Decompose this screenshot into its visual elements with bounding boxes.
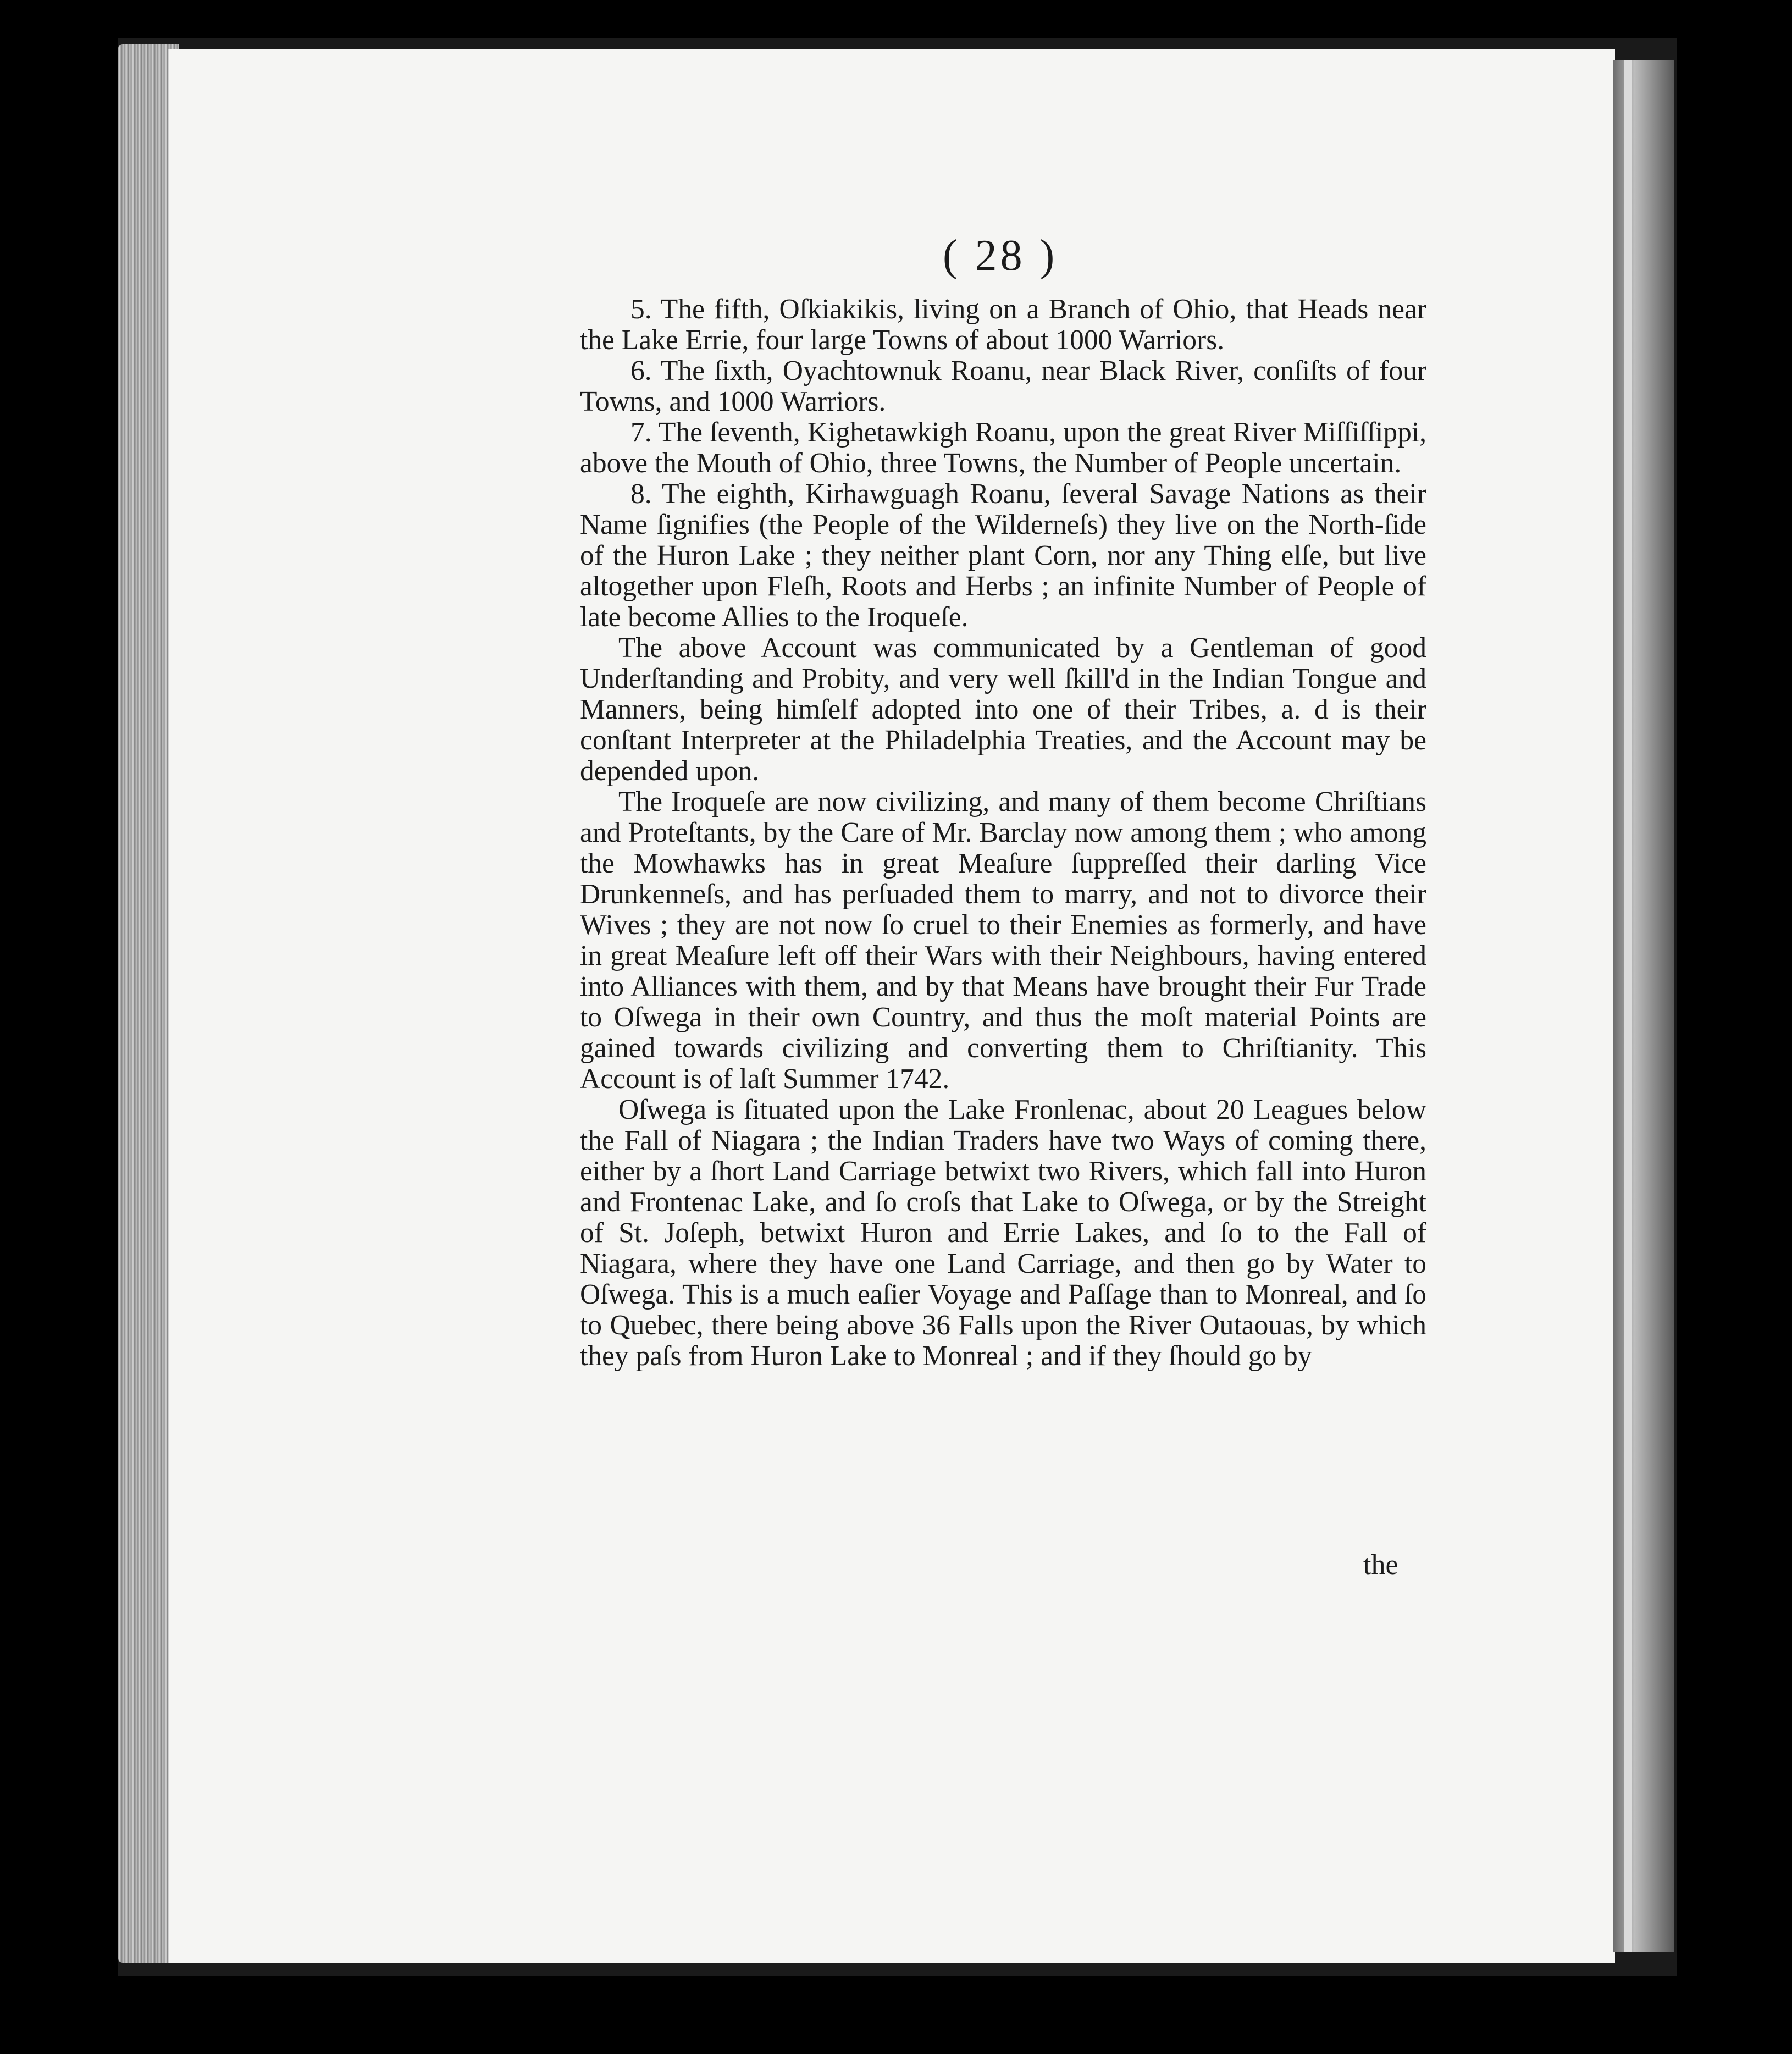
- paragraph: 8. The eighth, Kirhawguagh Roanu, ſeveral Savage Nations as their Name ſignifies (the People of the Wilderneſs) they live on the North-ſide of the Huron Lake ; they neither plant Corn, nor any Thing elſe, but live altogether upon Fleſh, Roots and Herbs ; an infinite Number of People of late become Allies to the Iroqueſe.: [580, 478, 1426, 633]
- catchword: the: [1363, 1549, 1398, 1581]
- page-gutter-right: [1613, 60, 1674, 1952]
- paragraph: 7. The ſeventh, Kighetawkigh Roanu, upon the great River Miſſiſſippi, above the Mouth of Ohio, three Towns, the Number of People uncertain.: [580, 417, 1426, 479]
- paragraph: The above Account was communicated by a Gentleman of good Underſtanding and Probity, and very well ſkill'd in the Indian Tongue and Manners, being himſelf adopted into one of their Tribes, a. d is their conſtant Interpreter at the Philadelphia Treaties, and the Account may be depended upon.: [580, 632, 1426, 787]
- body-text: [580, 294, 1426, 1372]
- page-number: ( 28 ): [943, 231, 1058, 280]
- paragraph: Oſwega is ſituated upon the Lake Fronlenac, about 20 Leagues below the Fall of Niagara ; the Indian Traders have two Ways of coming there, either by a ſhort Land Carriage betwixt two Rivers, which fall into Huron and Frontenac Lake, and ſo croſs that Lake to Oſwega, or by the Streight of St. Joſeph, betwixt Huron and Errie Lakes, and ſo to the Fall of Niagara, where they have one Land Carriage, and then go by Water to Oſwega. This is a much eaſier Voyage and Paſſage than to Monreal, and ſo to Quebec, there being above 36 Falls upon the River Outaouas, by which they paſs from Huron Lake to Monreal ; and if they ſhould go by: [580, 1094, 1426, 1372]
- paragraph: The Iroqueſe are now civilizing, and many of them become Chriſtians and Proteſtants, by the Care of Mr. Barclay now among them ; who among the Mowhawks has in great Meaſure ſuppreſſed their darling Vice Drunkenneſs, and has perſuaded them to marry, and not to divorce their Wives ; they are not now ſo cruel to their Enemies as formerly, and have in great Meaſure left off their Wars with their Neighbours, having entered into Alliances with them, and by that Means have brought their Fur Trade to Oſwega in their own Country, and thus the moſt material Points are gained towards civilizing and converting them to Chriſtianity. This Account is of laſt Summer 1742.: [580, 786, 1426, 1095]
- paragraph: 5. The fifth, Oſkiakikis, living on a Branch of Ohio, that Heads near the Lake Errie, four large Towns of about 1000 Warriors.: [580, 294, 1426, 356]
- paragraph: 6. The ſixth, Oyachtownuk Roanu, near Black River, conſiſts of four Towns, and 1000 Warriors.: [580, 355, 1426, 417]
